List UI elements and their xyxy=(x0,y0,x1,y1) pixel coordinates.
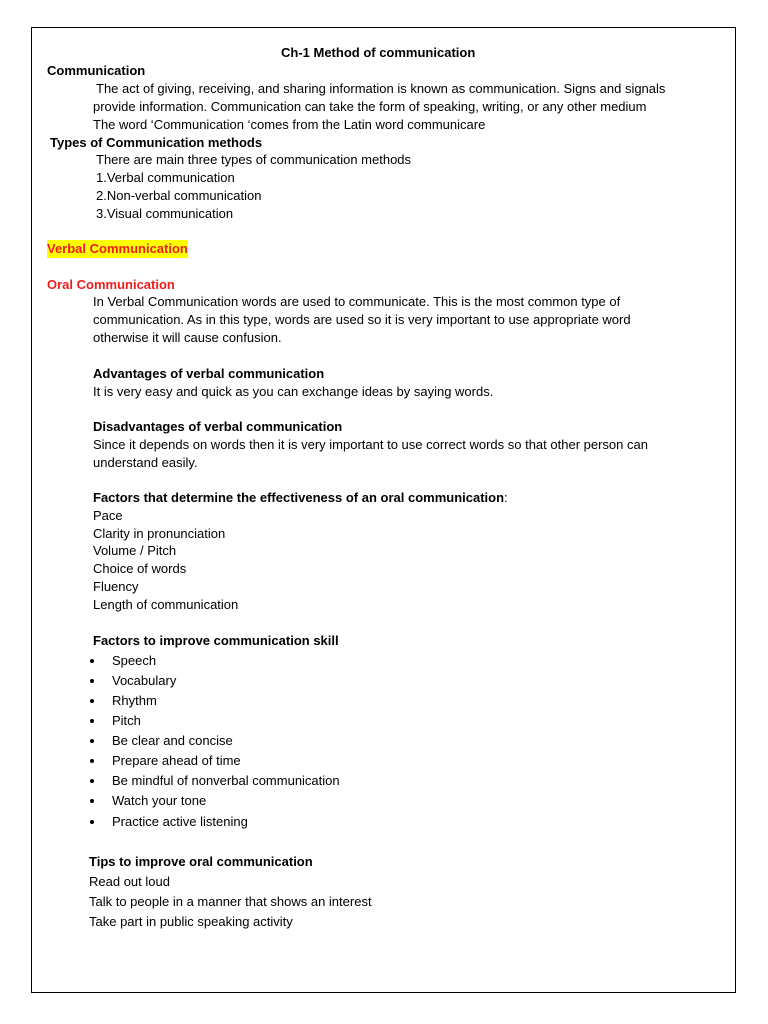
factor-item: Choice of words xyxy=(93,561,187,576)
factor-item: Length of communication xyxy=(93,597,239,612)
verbal-communication-heading: Verbal Communication xyxy=(47,241,188,256)
types-item-verbal: 1.Verbal communication xyxy=(96,170,235,185)
communication-line-1: The act of giving, receiving, and sharing information is known as communication. Signs and signals xyxy=(96,81,666,96)
bullet-icon xyxy=(90,759,94,763)
bullet-icon xyxy=(90,719,94,723)
improve-heading: Factors to improve communication skill xyxy=(93,633,339,648)
types-item-visual: 3.Visual communication xyxy=(96,206,234,221)
bullet-icon xyxy=(90,799,94,803)
communication-heading: Communication xyxy=(47,63,146,78)
disadvantages-line-2: understand easily. xyxy=(93,455,198,470)
factor-item: Clarity in pronunciation xyxy=(93,526,226,541)
bullet-icon xyxy=(90,779,94,783)
improve-item: Speech xyxy=(112,653,157,668)
communication-line-2: provide information. Communication can take the form of speaking, writing, or any other medium xyxy=(93,99,647,114)
types-item-nonverbal: 2.Non-verbal communication xyxy=(96,188,262,203)
tip-item: Talk to people in a manner that shows an interest xyxy=(89,894,372,909)
improve-item: Rhythm xyxy=(112,693,157,708)
improve-item: Pitch xyxy=(112,713,141,728)
tip-item: Take part in public speaking activity xyxy=(89,914,293,929)
oral-communication-heading: Oral Communication xyxy=(47,277,175,292)
oral-para-line-2: communication. As in this type, words are used so it is very important to use appropriate word xyxy=(93,312,631,327)
tip-item: Read out loud xyxy=(89,874,170,889)
improve-item: Watch your tone xyxy=(112,793,207,808)
bullet-icon xyxy=(90,699,94,703)
improve-item: Be mindful of nonverbal communication xyxy=(112,773,340,788)
types-heading: Types of Communication methods xyxy=(50,135,263,150)
factors-heading-colon: : xyxy=(504,490,508,505)
factor-item: Pace xyxy=(93,508,123,523)
bullet-icon xyxy=(90,739,94,743)
factor-item: Fluency xyxy=(93,579,139,594)
advantages-heading: Advantages of verbal communication xyxy=(93,366,325,381)
advantages-text: It is very easy and quick as you can exchange ideas by saying words. xyxy=(93,384,494,399)
bullet-icon xyxy=(90,659,94,663)
improve-item: Be clear and concise xyxy=(112,733,233,748)
bullet-icon xyxy=(90,679,94,683)
page-title: Ch-1 Method of communication xyxy=(281,45,476,60)
factors-heading-line xyxy=(93,489,508,507)
disadvantages-line-1: Since it depends on words then it is very important to use correct words so that other person can xyxy=(93,437,648,452)
disadvantages-heading: Disadvantages of verbal communication xyxy=(93,419,343,434)
factors-heading: Factors that determine the effectiveness of an oral communication xyxy=(93,490,505,505)
improve-item: Prepare ahead of time xyxy=(112,753,241,768)
types-intro: There are main three types of communication methods xyxy=(96,152,412,167)
factor-item: Volume / Pitch xyxy=(93,543,177,558)
communication-line-3: The word ‘Communication ‘comes from the Latin word communicare xyxy=(93,117,486,132)
oral-para-line-1: In Verbal Communication words are used to communicate. This is the most common type of xyxy=(93,294,621,309)
improve-item: Practice active listening xyxy=(112,814,248,829)
oral-para-line-3: otherwise it will cause confusion. xyxy=(93,330,282,345)
bullet-icon xyxy=(90,820,94,824)
improve-item: Vocabulary xyxy=(112,673,177,688)
tips-heading: Tips to improve oral communication xyxy=(89,854,313,869)
